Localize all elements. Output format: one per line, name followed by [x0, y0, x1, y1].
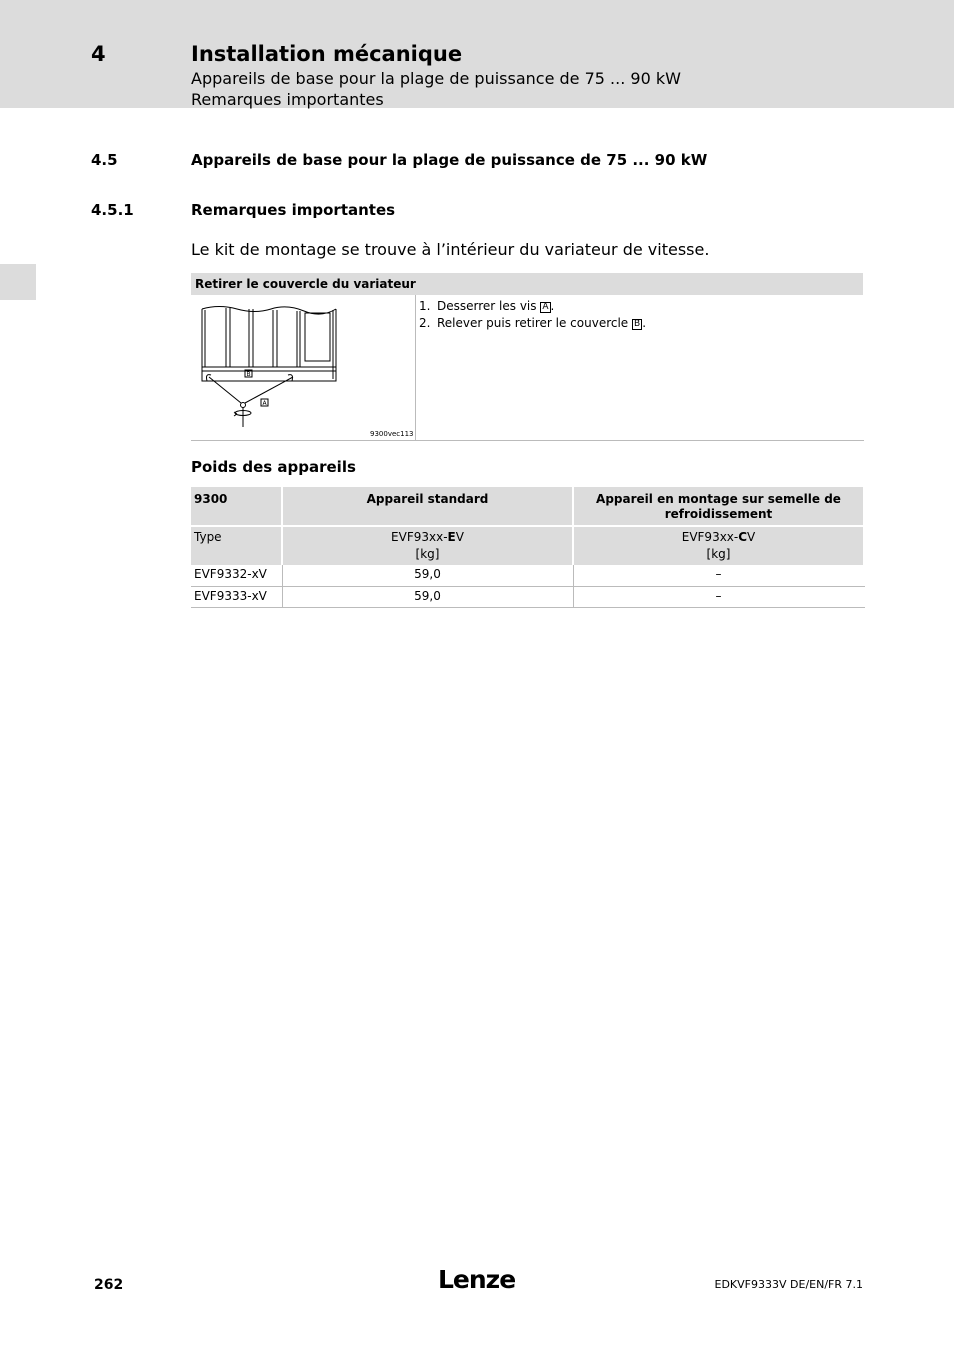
ref-box-b: B [634, 319, 641, 329]
table-cell: 59,0 [414, 567, 441, 581]
procedure-steps [419, 298, 646, 332]
cover-removal-figure [199, 301, 339, 431]
figure-label-b: B [246, 371, 251, 378]
table-rule [191, 586, 865, 587]
table-rule [191, 607, 865, 608]
chapter-title: Installation mécanique [191, 42, 463, 66]
subsection-number: 4.5.1 [91, 201, 134, 219]
lenze-logo: Lenze [438, 1265, 516, 1294]
table-cell: Type [191, 527, 281, 565]
procedure-header: Retirer le couvercle du variateur [191, 273, 863, 295]
procedure-table [191, 273, 864, 441]
table-cell: – [715, 589, 722, 603]
procedure-divider [415, 295, 416, 441]
weights-title: Poids des appareils [191, 458, 356, 476]
chapter-number: 4 [91, 42, 106, 66]
table-cell: EVF93xx-EV [kg] [283, 527, 572, 565]
procedure-bottom-rule [191, 440, 864, 441]
table-cell: EVF9333-xV [194, 589, 267, 603]
table-cell: 59,0 [414, 589, 441, 603]
chapter-subtitle-1: Appareils de base pour la plage de puissance de 75 ... 90 kW [191, 69, 681, 88]
table-header-cell: Appareil en montage sur semelle de refroidissement [574, 487, 863, 525]
figure-code: 9300vec113 [370, 430, 414, 438]
document-reference: EDKVF9333V DE/EN/FR 7.1 [714, 1278, 863, 1291]
table-header-cell: 9300 [191, 487, 281, 525]
chapter-side-tab [0, 264, 36, 300]
ref-box-a: A [542, 302, 549, 312]
table-header-cell: Appareil standard [283, 487, 572, 525]
section-number: 4.5 [91, 151, 118, 169]
intro-text: Le kit de montage se trouve à l’intérieur du variateur de vitesse. [191, 240, 710, 259]
table-cell: – [715, 567, 722, 581]
section-title: Appareils de base pour la plage de puissance de 75 ... 90 kW [191, 151, 708, 169]
figure-label-a: A [262, 400, 267, 407]
subsection-title: Remarques importantes [191, 201, 396, 219]
page-number: 262 [94, 1277, 124, 1293]
step-item: 1. Desserrer les vis A . [419, 299, 555, 313]
step-item: 2. Relever puis retirer le couvercle B . [419, 316, 647, 330]
table-cell: EVF9332-xV [194, 567, 267, 581]
chapter-subtitle-2: Remarques importantes [191, 90, 384, 109]
table-cell: EVF93xx-CV [kg] [574, 527, 863, 565]
header-band [0, 0, 954, 108]
